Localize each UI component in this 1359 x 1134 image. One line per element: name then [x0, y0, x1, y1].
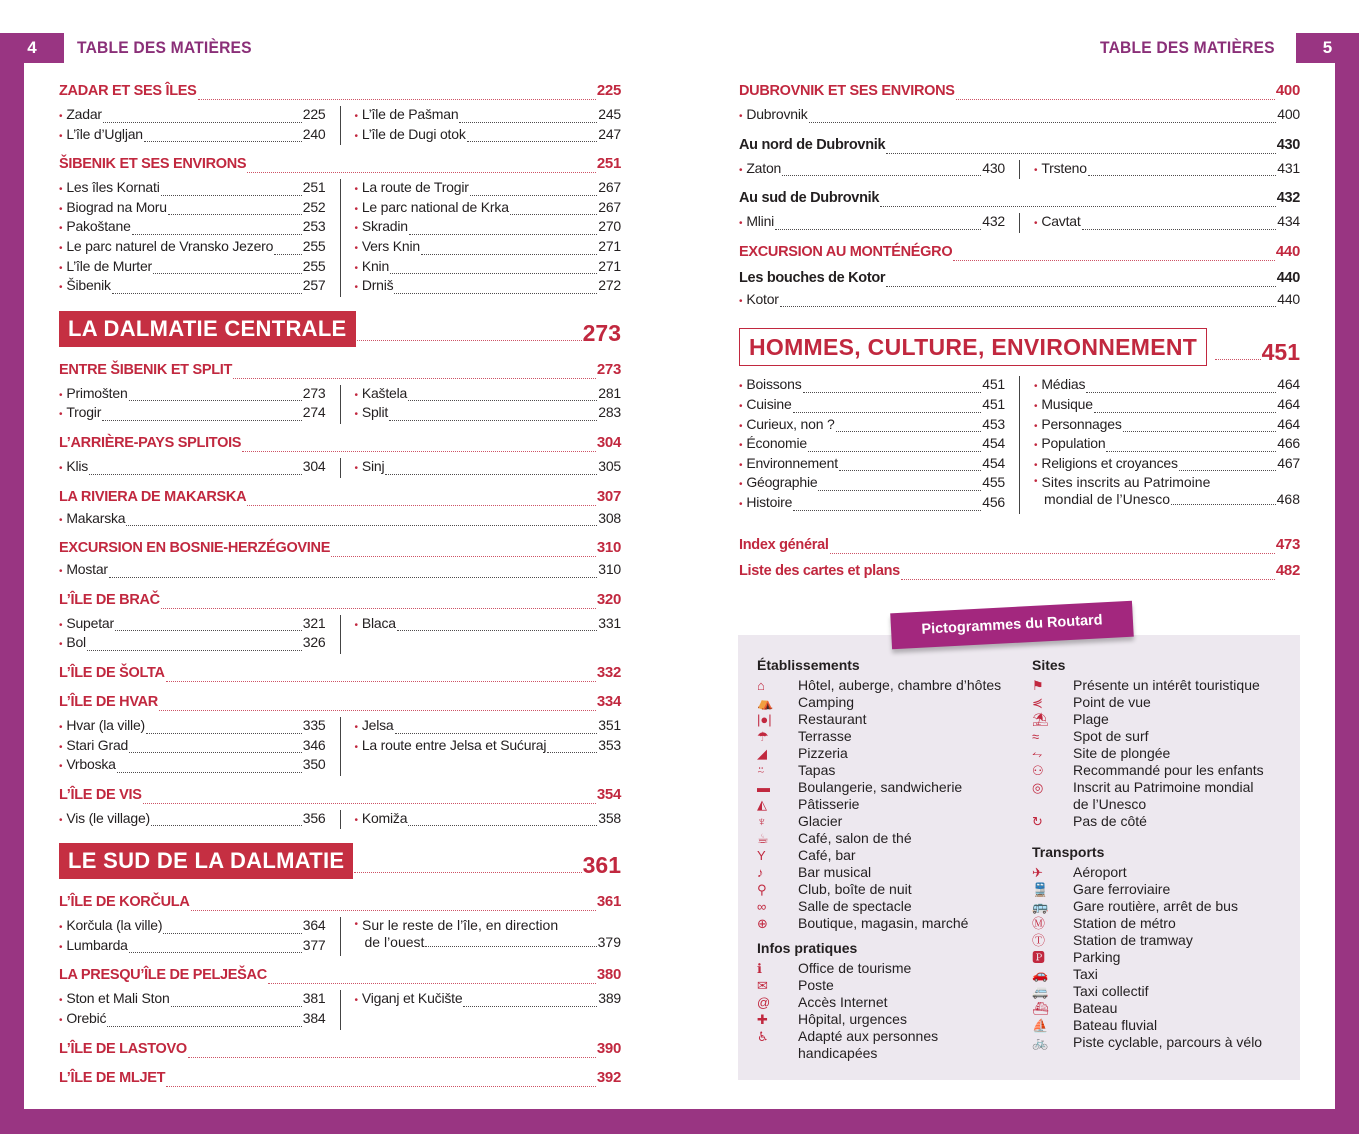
legend-item: ☕ Café, salon de thé — [757, 830, 912, 846]
legend-item: ⊕ Boutique, magasin, marché — [757, 915, 969, 931]
toc-entry[interactable]: • Zadar 225 — [59, 106, 326, 122]
toc-subentries-arriere — [59, 458, 621, 478]
boat-icon: ⛴ — [1032, 1001, 1049, 1016]
dot-leader — [247, 171, 596, 173]
toc-section-arriere-pays[interactable]: L’ARRIÈRE-PAYS SPLITOIS 304 — [59, 433, 621, 451]
legend-item: ⍨ Tapas — [757, 762, 836, 778]
part-page: 273 — [582, 319, 621, 346]
toc-subentries-peljesac — [59, 990, 621, 1029]
toc-entry[interactable]: • Médias 464 — [1034, 376, 1300, 393]
toc-entry[interactable]: • Kaštela 281 — [354, 384, 621, 401]
part-page: 451 — [1261, 339, 1300, 366]
toc-entry[interactable]: • Personnages 464 — [1034, 415, 1300, 432]
toc-subsection-nord-dubrovnik[interactable]: Au nord de Dubrovnik 430 — [739, 136, 1300, 153]
legend-item: ◢ Pizzeria — [757, 745, 848, 761]
legend-item: 🚗 Taxi — [1032, 966, 1098, 982]
theater-glasses-icon: ∞ — [757, 899, 767, 914]
toc-entry[interactable]: • Curieux, non ? 453 — [739, 415, 1005, 432]
toc-entry[interactable]: • Drniš 272 — [354, 277, 621, 294]
toc-entry[interactable]: • Musique 464 — [1034, 395, 1300, 412]
toc-section-lastovo[interactable]: L’ÎLE DE LASTOVO 390 — [59, 1039, 621, 1057]
page-number-left: 4 — [0, 33, 64, 63]
dot-leader — [357, 339, 582, 341]
legend-item: ☂ Terrasse — [757, 728, 852, 744]
toc-entry[interactable]: • Trsteno 431 — [1034, 159, 1300, 176]
toc-liste-cartes[interactable]: Liste des cartes et plans 482 — [739, 561, 1300, 579]
toc-entry[interactable]: • Skradin 270 — [354, 218, 621, 235]
toc-subentries-korcula — [59, 917, 621, 956]
toc-entry[interactable]: • Environnement 454 — [739, 454, 1005, 471]
toc-section-sibenik[interactable]: ŠIBENIK ET SES ENVIRONS 251 — [59, 155, 621, 173]
toc-entry[interactable]: • La route entre Jelsa et Sućuraj 353 — [354, 736, 621, 753]
toc-entry[interactable]: • Sites inscrits au Patrimoine mondial de l’Unesco 468 — [1034, 474, 1300, 507]
legend-item: ≈ Spot de surf — [1032, 728, 1149, 744]
section-page: 225 — [596, 82, 621, 99]
page-frame-right — [1335, 33, 1359, 1134]
toc-subentries-nord — [739, 160, 1300, 180]
terrace-icon: ☂ — [757, 729, 769, 744]
toc-entry[interactable]: • Orebić 384 — [59, 1010, 326, 1027]
toc-subentries-sibenik — [59, 179, 621, 297]
part-title: LA DALMATIE CENTRALE — [59, 311, 356, 347]
legend-item: ⛴ Bateau — [1032, 1000, 1118, 1016]
toc-section-hvar[interactable]: L’ÎLE DE HVAR 334 — [59, 692, 621, 710]
toc-entry[interactable]: • Vis (le village) 356 — [59, 809, 326, 826]
mail-icon: ✉ — [757, 978, 768, 993]
legend-item: ♆ Glacier — [757, 813, 843, 829]
toc-entry[interactable]: • Trogir 274 — [59, 404, 326, 421]
bus-icon: 🚌 — [1032, 899, 1049, 914]
toc-entry[interactable]: • L’île de Pašman 245 — [354, 106, 621, 122]
toc-entry[interactable]: • L’île de Dugi otok 247 — [354, 125, 621, 142]
toc-entry[interactable]: • Le parc national de Krka 267 — [354, 198, 621, 215]
toc-section-vis[interactable]: L’ÎLE DE VIS 354 — [59, 785, 621, 803]
toc-entry[interactable]: • Vrboska 350 — [59, 756, 326, 773]
toc-entry[interactable]: • Kotor 440 — [739, 290, 1300, 307]
toc-section-brac[interactable]: L’ÎLE DE BRAČ 320 — [59, 590, 621, 608]
legend-item: @ Accès Internet — [757, 994, 888, 1010]
legend-item: 🚌 Gare routière, arrêt de bus — [1032, 898, 1238, 914]
toc-entry[interactable]: • Hvar (la ville) 335 — [59, 716, 326, 733]
legend-item: ⚲ Club, boîte de nuit — [757, 881, 912, 897]
shared-taxi-icon: 🚐 — [1032, 984, 1049, 999]
legend-title: Pictogrammes du Routard — [890, 601, 1134, 650]
legend-item: 🚲 Piste cyclable, parcours à vélo — [1032, 1034, 1263, 1050]
pastry-icon: ◭ — [757, 797, 767, 812]
viewpoint-icon: ⋞ — [1032, 695, 1043, 710]
pizzeria-icon: ◢ — [757, 746, 767, 761]
toc-entry[interactable]: • Ston et Mali Ston 381 — [59, 990, 326, 1007]
toc-section-montenegro[interactable]: EXCURSION AU MONTÉNÉGRO 440 — [739, 242, 1300, 260]
toc-entry[interactable]: • Primošten 273 — [59, 384, 326, 401]
toc-entry[interactable]: • L’île de Murter 255 — [59, 257, 326, 274]
river-boat-icon: ⛵ — [1032, 1018, 1049, 1033]
diving-icon: ⥊ — [1032, 746, 1043, 761]
wine-glass-icon: Y — [757, 848, 766, 863]
legend-item: ⛺ Camping — [757, 694, 855, 710]
toc-entry[interactable]: • Boissons 451 — [739, 376, 1005, 393]
legend-item: ℹ Office de tourisme — [757, 960, 912, 976]
legend-item: ⛵ Bateau fluvial — [1032, 1017, 1158, 1033]
toc-part-dalmatie-centrale[interactable] — [59, 309, 621, 347]
unesco-icon: ◎ — [1032, 780, 1044, 795]
toc-entry[interactable]: • Dubrovnik 400 — [739, 106, 1300, 122]
toc-entry[interactable]: • Klis 304 — [59, 457, 326, 474]
legend-item: ✉ Poste — [757, 977, 834, 993]
legend-item: Ⓣ Station de tramway — [1032, 932, 1193, 948]
toc-entry[interactable]: • Le parc naturel de Vransko Jezero 255 — [59, 237, 326, 254]
part-page: 361 — [582, 852, 621, 879]
toc-entry[interactable]: • Cavtat 434 — [1034, 213, 1300, 230]
toc-subentries-hvar — [59, 717, 621, 776]
bakery-icon: ▬ — [757, 780, 770, 795]
hospital-cross-icon: ✚ — [757, 1012, 768, 1027]
music-note-icon: ♪ — [757, 865, 764, 880]
toc-subentries-zadar — [59, 106, 621, 145]
dot-leader — [198, 98, 596, 100]
toc-subsection-sud-dubrovnik[interactable]: Au sud de Dubrovnik 432 — [739, 190, 1300, 207]
legend-item-continuation: handicapées — [798, 1045, 878, 1061]
toc-subentries-brac — [59, 615, 621, 654]
toc-part-hommes-culture[interactable] — [739, 328, 1300, 366]
toc-entry[interactable]: • Histoire 456 — [739, 493, 1005, 510]
basket-icon: ⊕ — [757, 916, 768, 931]
children-icon: ⚇ — [1032, 763, 1044, 778]
legend-item: ✚ Hôpital, urgences — [757, 1011, 907, 1027]
train-icon: 🚆 — [1032, 882, 1049, 897]
bicycle-icon: 🚲 — [1032, 1035, 1049, 1050]
coffee-cup-icon: ☕ — [757, 831, 769, 846]
toc-section-mljet[interactable]: L’ÎLE DE MLJET 392 — [59, 1068, 621, 1086]
legend-item: ◎ Inscrit au Patrimoine mondial — [1032, 779, 1254, 795]
detour-icon: ↻ — [1032, 814, 1043, 829]
page-frame-bottom — [0, 1109, 1359, 1134]
tram-icon: Ⓣ — [1032, 933, 1046, 948]
toc-entry[interactable]: • Stari Grad 346 — [59, 736, 326, 753]
beach-icon: ⛱ — [1032, 712, 1049, 727]
toc-entry[interactable]: • Sur le reste de l’île, en direction de l’ouest 379 — [354, 917, 621, 950]
toc-subsection-kotor[interactable]: Les bouches de Kotor 440 — [739, 269, 1300, 286]
hotel-icon: ⌂ — [757, 678, 765, 693]
toc-entry[interactable]: • Religions et croyances 467 — [1034, 454, 1300, 471]
toc-entry[interactable]: • Komiža 358 — [354, 809, 621, 826]
toc-entry[interactable]: • Supetar 321 — [59, 614, 326, 631]
toc-index-general[interactable]: Index général 473 — [739, 535, 1300, 553]
left-page-toc — [59, 78, 621, 1091]
restaurant-icon: |●| — [757, 712, 772, 727]
legend-item: ⛱ Plage — [1032, 711, 1109, 727]
legend-item: 🚐 Taxi collectif — [1032, 983, 1149, 999]
page-frame-left — [0, 33, 24, 1134]
toc-entry[interactable]: • Mostar 310 — [59, 561, 621, 578]
legend-item: ⚇ Recommandé pour les enfants — [1032, 762, 1264, 778]
toc-entry[interactable]: • Korčula (la ville) 364 — [59, 917, 326, 934]
surf-icon: ≈ — [1032, 729, 1040, 744]
toc-subentries-sud — [739, 213, 1300, 233]
legend-item: ✈ Aéroport — [1032, 864, 1127, 880]
toc-entry[interactable]: • Biograd na Moru 252 — [59, 198, 326, 215]
toc-entry[interactable]: • Lumbarda 377 — [59, 936, 326, 953]
taxi-icon: 🚗 — [1032, 967, 1049, 982]
legend-heading-etablissements: Établissements — [757, 657, 860, 673]
dot-leader — [354, 871, 581, 873]
dancer-icon: ⚲ — [757, 882, 767, 897]
dot-leader — [1215, 358, 1260, 360]
parking-icon: 🅿 — [1032, 950, 1046, 965]
toc-subentries-vis — [59, 810, 621, 830]
toc-subentries-hommes — [739, 376, 1300, 513]
legend-item: ⥊ Site de plongée — [1032, 745, 1171, 761]
toc-entry[interactable]: • La route de Trogir 267 — [354, 179, 621, 196]
toc-section-solta[interactable]: L’ÎLE DE ŠOLTA 332 — [59, 663, 621, 681]
page-number-right: 5 — [1296, 33, 1359, 63]
legend-item: ⚑ Présente un intérêt touristique — [1032, 677, 1260, 693]
legend-item-continuation: de l’Unesco — [1073, 796, 1147, 812]
legend-item: 🚆 Gare ferroviaire — [1032, 881, 1171, 897]
toc-section-dubrovnik[interactable]: DUBROVNIK ET SES ENVIRONS 400 — [739, 82, 1300, 99]
running-title-right: TABLE DES MATIÈRES — [1100, 38, 1275, 57]
toc-section-peljesac[interactable]: LA PRESQU’ÎLE DE PELJEŠAC 380 — [59, 966, 621, 984]
toc-section-entre-sibenik-split[interactable]: ENTRE ŠIBENIK ET SPLIT 273 — [59, 360, 621, 378]
toc-entry[interactable]: • Bol 326 — [59, 634, 326, 651]
airplane-icon: ✈ — [1032, 865, 1043, 880]
legend-item: ◭ Pâtisserie — [757, 796, 860, 812]
tapas-icon: ⍨ — [757, 763, 765, 778]
toc-entry[interactable]: • Mlini 432 — [739, 213, 1005, 230]
metro-icon: Ⓜ — [1032, 916, 1046, 931]
at-icon: @ — [757, 995, 771, 1010]
toc-entry[interactable]: • Šibenik 257 — [59, 277, 326, 294]
legend-item: ♪ Bar musical — [757, 864, 872, 880]
toc-entry[interactable]: • Split 283 — [354, 404, 621, 421]
section-title: ZADAR ET SES ÎLES — [59, 83, 197, 99]
toc-entry[interactable]: • L’île d’Ugljan 240 — [59, 125, 326, 142]
legend-heading-sites: Sites — [1032, 657, 1066, 673]
info-icon: ℹ — [757, 961, 762, 976]
tourist-interest-icon: ⚑ — [1032, 678, 1044, 693]
toc-entry[interactable]: • Pakoštane 253 — [59, 218, 326, 235]
legend-item: ∞ Salle de spectacle — [757, 898, 912, 914]
legend-item: ⌂ Hôtel, auberge, chambre d’hôtes — [757, 677, 1002, 693]
toc-entry[interactable]: • Makarska 308 — [59, 509, 621, 526]
toc-entry[interactable]: • Jelsa 351 — [354, 716, 621, 733]
legend-heading-infos: Infos pratiques — [757, 940, 858, 956]
toc-entry[interactable]: • Knin 271 — [354, 257, 621, 274]
toc-part-sud-dalmatie[interactable] — [59, 841, 621, 879]
toc-section-makarska[interactable]: LA RIVIERA DE MAKARSKA 307 — [59, 487, 621, 505]
part-title: HOMMES, CULTURE, ENVIRONNEMENT — [739, 328, 1207, 366]
toc-entry[interactable]: • Zaton 430 — [739, 159, 1005, 176]
legend-item: Ⓜ Station de métro — [1032, 915, 1176, 931]
legend-item: ▬ Boulangerie, sandwicherie — [757, 779, 963, 795]
legend-item: 🅿 Parking — [1032, 949, 1121, 965]
camping-icon: ⛺ — [757, 695, 774, 710]
legend-item: ⋞ Point de vue — [1032, 694, 1151, 710]
legend-column-right — [1032, 655, 1294, 1051]
right-page-toc — [739, 78, 1300, 584]
toc-entry[interactable]: • Viganj et Kučište 389 — [354, 990, 621, 1007]
toc-entry[interactable]: • Géographie 455 — [739, 474, 1005, 491]
toc-entry[interactable]: • Économie 454 — [739, 435, 1005, 452]
toc-entry[interactable]: • Les îles Kornati 251 — [59, 179, 326, 196]
running-title-left: TABLE DES MATIÈRES — [77, 38, 252, 57]
legend-item: |●| Restaurant — [757, 711, 867, 727]
toc-section-zadar[interactable] — [59, 78, 621, 104]
legend-heading-transports: Transports — [1032, 844, 1105, 860]
toc-entry[interactable]: • Sinj 305 — [354, 457, 621, 474]
toc-section-korcula[interactable]: L’ÎLE DE KORČULA 361 — [59, 893, 621, 911]
legend-item: ↻ Pas de côté — [1032, 813, 1147, 829]
legend-column-left — [757, 655, 1027, 1062]
toc-section-bosnie[interactable]: EXCURSION EN BOSNIE-HERZÉGOVINE 310 — [59, 539, 621, 557]
toc-entry[interactable]: • Population 466 — [1034, 435, 1300, 452]
part-title: LE SUD DE LA DALMATIE — [59, 843, 353, 879]
toc-entry[interactable]: • Blaca 331 — [354, 614, 621, 631]
legend-item: ♿ Adapté aux personnes — [757, 1028, 939, 1044]
legend-item: Y Café, bar — [757, 847, 856, 863]
toc-entry[interactable]: • Cuisine 451 — [739, 395, 1005, 412]
ice-cream-icon: ♆ — [757, 814, 767, 829]
toc-subentries-entre — [59, 385, 621, 424]
wheelchair-icon: ♿ — [757, 1029, 769, 1044]
toc-entry[interactable]: • Vers Knin 271 — [354, 237, 621, 254]
